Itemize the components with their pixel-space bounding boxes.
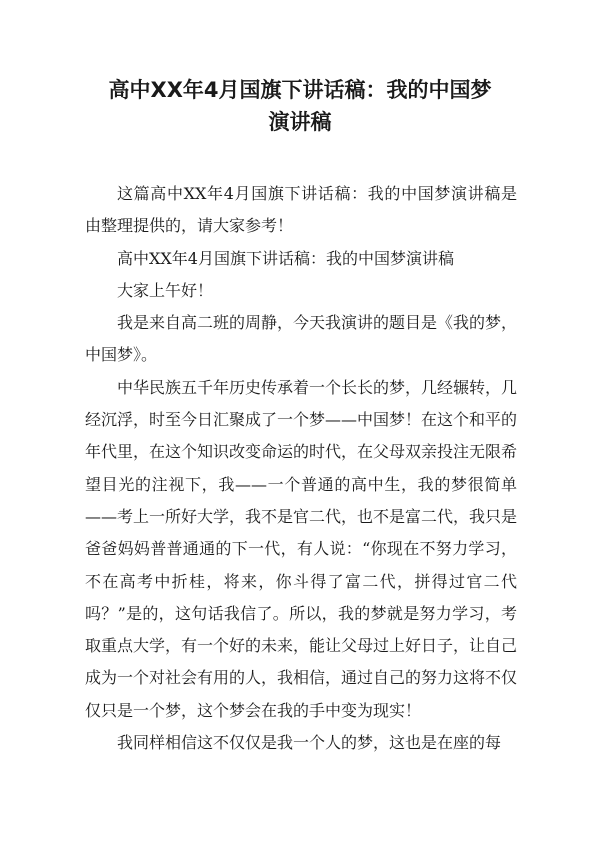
greeting-paragraph: 大家上午好！	[117, 280, 214, 300]
closing-paragraph: 我同样相信这不仅仅是我一个人的梦，这也是在座的每	[117, 733, 502, 753]
dream-paragraph: 中华民族五千年历史传承着一个长长的梦，几经辗转，几经沉浮，时至今日汇聚成了一个梦——中国梦！在这个和平的年代里，在这个知识改变命运的时代，在父母双亲投注无限希望目光的注视下，我——一个普通的高中生，我的梦很简单——考上一所好大学，我不是官二代，也不是富二代，我只是爸爸妈妈普普通通的下一代，有人说：“你现在不努力学习，不在高考中折桂，将来，你斗得了富二代，拼得过官二代吗？”是的，这句话我信了。所以，我的梦就是努力学习，考取重点大学，有一个好的未来，能让父母过上好日子，让自己成为一个对社会有用的人，我相信，通过自己的努力这将不仅仅只是一个梦，这个梦会在我的手中变为现实！	[85, 377, 518, 720]
subtitle-paragraph: 高中XX年4月国旗下讲话稿：我的中国梦演讲稿	[117, 248, 454, 268]
title-line-1: 高中XX年4月国旗下讲话稿：我的中国梦	[108, 78, 492, 102]
self-introduction-paragraph: 我是来自高二班的周静，今天我演讲的题目是《我的梦，中国梦》。	[85, 313, 518, 365]
document-body	[85, 178, 517, 759]
intro-paragraph: 这篇高中XX年4月国旗下讲话稿：我的中国梦演讲稿是由整理提供的，请大家参考！	[85, 184, 517, 236]
document-title	[60, 74, 540, 138]
title-line-2: 演讲稿	[268, 110, 332, 134]
